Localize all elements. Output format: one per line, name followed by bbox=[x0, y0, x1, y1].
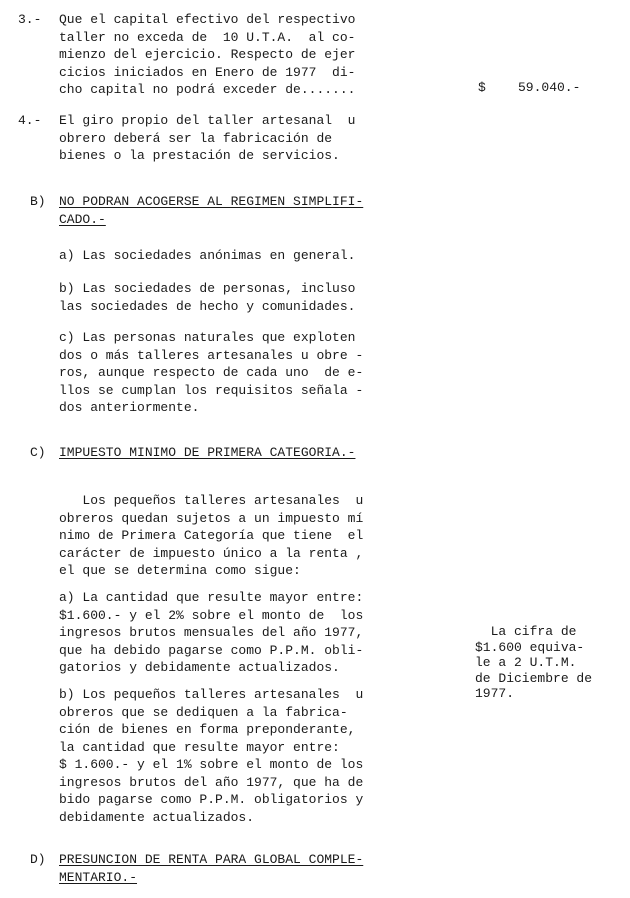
text-line: el que se determina como sigue: bbox=[59, 563, 301, 578]
text-line: ingresos brutos mensuales del año 1977, bbox=[59, 625, 364, 640]
text-line: la cantidad que resulte mayor entre: bbox=[59, 739, 340, 755]
item-4-text bbox=[59, 112, 355, 165]
text-line: bienes o la prestación de servicios. bbox=[59, 148, 340, 163]
text-line: que ha debido pagarse como P.P.M. obli- bbox=[59, 642, 364, 658]
section-b-item-b bbox=[59, 280, 355, 315]
section-d-title bbox=[59, 851, 363, 886]
text-line: cicios iniciados en Enero de 1977 di- bbox=[59, 64, 356, 80]
text-line: $1.600.- y el 2% sobre el monto de los bbox=[59, 607, 364, 623]
heading-line: PRESUNCION DE RENTA PARA GLOBAL COMPLE- bbox=[59, 852, 364, 867]
text-line: mienzo del ejercicio. Respecto de ejer bbox=[59, 47, 356, 62]
section-b-item-c bbox=[59, 329, 363, 417]
section-c-letter: C) bbox=[30, 445, 46, 460]
text-line: taller no exceda de 10 U.T.A. al co- bbox=[59, 29, 356, 45]
section-d-letter: D) bbox=[30, 852, 46, 867]
note-line: $1.600 equiva- bbox=[475, 639, 585, 655]
text-line: nimo de Primera Categoría que tiene el bbox=[59, 528, 364, 543]
side-note bbox=[475, 624, 592, 702]
note-line: 1977. bbox=[475, 686, 515, 701]
section-c-intro bbox=[59, 492, 363, 580]
section-c-title bbox=[59, 444, 355, 462]
section-c-item-a bbox=[59, 589, 363, 677]
section-b-letter: B) bbox=[30, 194, 46, 209]
section-b-title bbox=[59, 193, 363, 228]
text-line: bido pagarse como P.P.M. obligatorios y bbox=[59, 792, 364, 807]
text-line: b) Las sociedades de personas, incluso bbox=[59, 281, 356, 296]
heading-line: IMPUESTO MINIMO DE PRIMERA CATEGORIA.- bbox=[59, 445, 356, 460]
text-line: Que el capital efectivo del respectivo bbox=[59, 12, 356, 27]
text-line: carácter de impuesto único a la renta , bbox=[59, 545, 364, 561]
text-line: llos se cumplan los requisitos señala - bbox=[59, 382, 364, 398]
text-line: obreros quedan sujetos a un impuesto mí bbox=[59, 510, 364, 526]
text-line: ros, aunque respecto de cada uno de e- bbox=[59, 365, 364, 380]
currency-symbol: $ bbox=[478, 80, 486, 95]
text-line: ción de bienes en forma preponderante, bbox=[59, 722, 356, 737]
heading-line: NO PODRAN ACOGERSE AL REGIMEN SIMPLIFI- bbox=[59, 194, 364, 209]
text-line: obrero deberá ser la fabricación de bbox=[59, 130, 333, 146]
capital-amount: 59.040.- bbox=[518, 80, 581, 95]
heading-line: MENTARIO.- bbox=[59, 869, 138, 885]
text-line: gatorios y debidamente actualizados. bbox=[59, 660, 340, 675]
item-3-number: 3.- bbox=[18, 12, 42, 27]
text-line: a) Las sociedades anónimas en general. bbox=[59, 248, 356, 263]
note-line: La cifra de bbox=[475, 624, 577, 639]
text-line: cho capital no podrá exceder de....... bbox=[59, 82, 356, 97]
text-line: $ 1.600.- y el 1% sobre el monto de los bbox=[59, 757, 364, 772]
text-line: c) Las personas naturales que exploten bbox=[59, 330, 356, 345]
note-line: de Diciembre de bbox=[475, 670, 593, 686]
text-line: las sociedades de hecho y comunidades. bbox=[59, 298, 356, 314]
text-line: obreros que se dediquen a la fabrica- bbox=[59, 704, 348, 720]
note-line: le a 2 U.T.M. bbox=[475, 655, 577, 670]
heading-line: CADO.- bbox=[59, 211, 106, 227]
text-line: debidamente actualizados. bbox=[59, 809, 255, 825]
text-line: ingresos brutos del año 1977, que ha de bbox=[59, 774, 364, 790]
text-line: b) Los pequeños talleres artesanales u bbox=[59, 687, 364, 702]
item-3-text bbox=[59, 11, 355, 99]
section-b-item-a bbox=[59, 247, 355, 265]
text-line: Los pequeños talleres artesanales u bbox=[59, 493, 364, 508]
text-line: a) La cantidad que resulte mayor entre: bbox=[59, 590, 364, 605]
text-line: El giro propio del taller artesanal u bbox=[59, 113, 356, 128]
text-line: dos o más talleres artesanales u obre - bbox=[59, 347, 364, 363]
text-line: dos anteriormente. bbox=[59, 400, 200, 415]
item-4-number: 4.- bbox=[18, 113, 42, 128]
section-c-item-b bbox=[59, 686, 363, 826]
